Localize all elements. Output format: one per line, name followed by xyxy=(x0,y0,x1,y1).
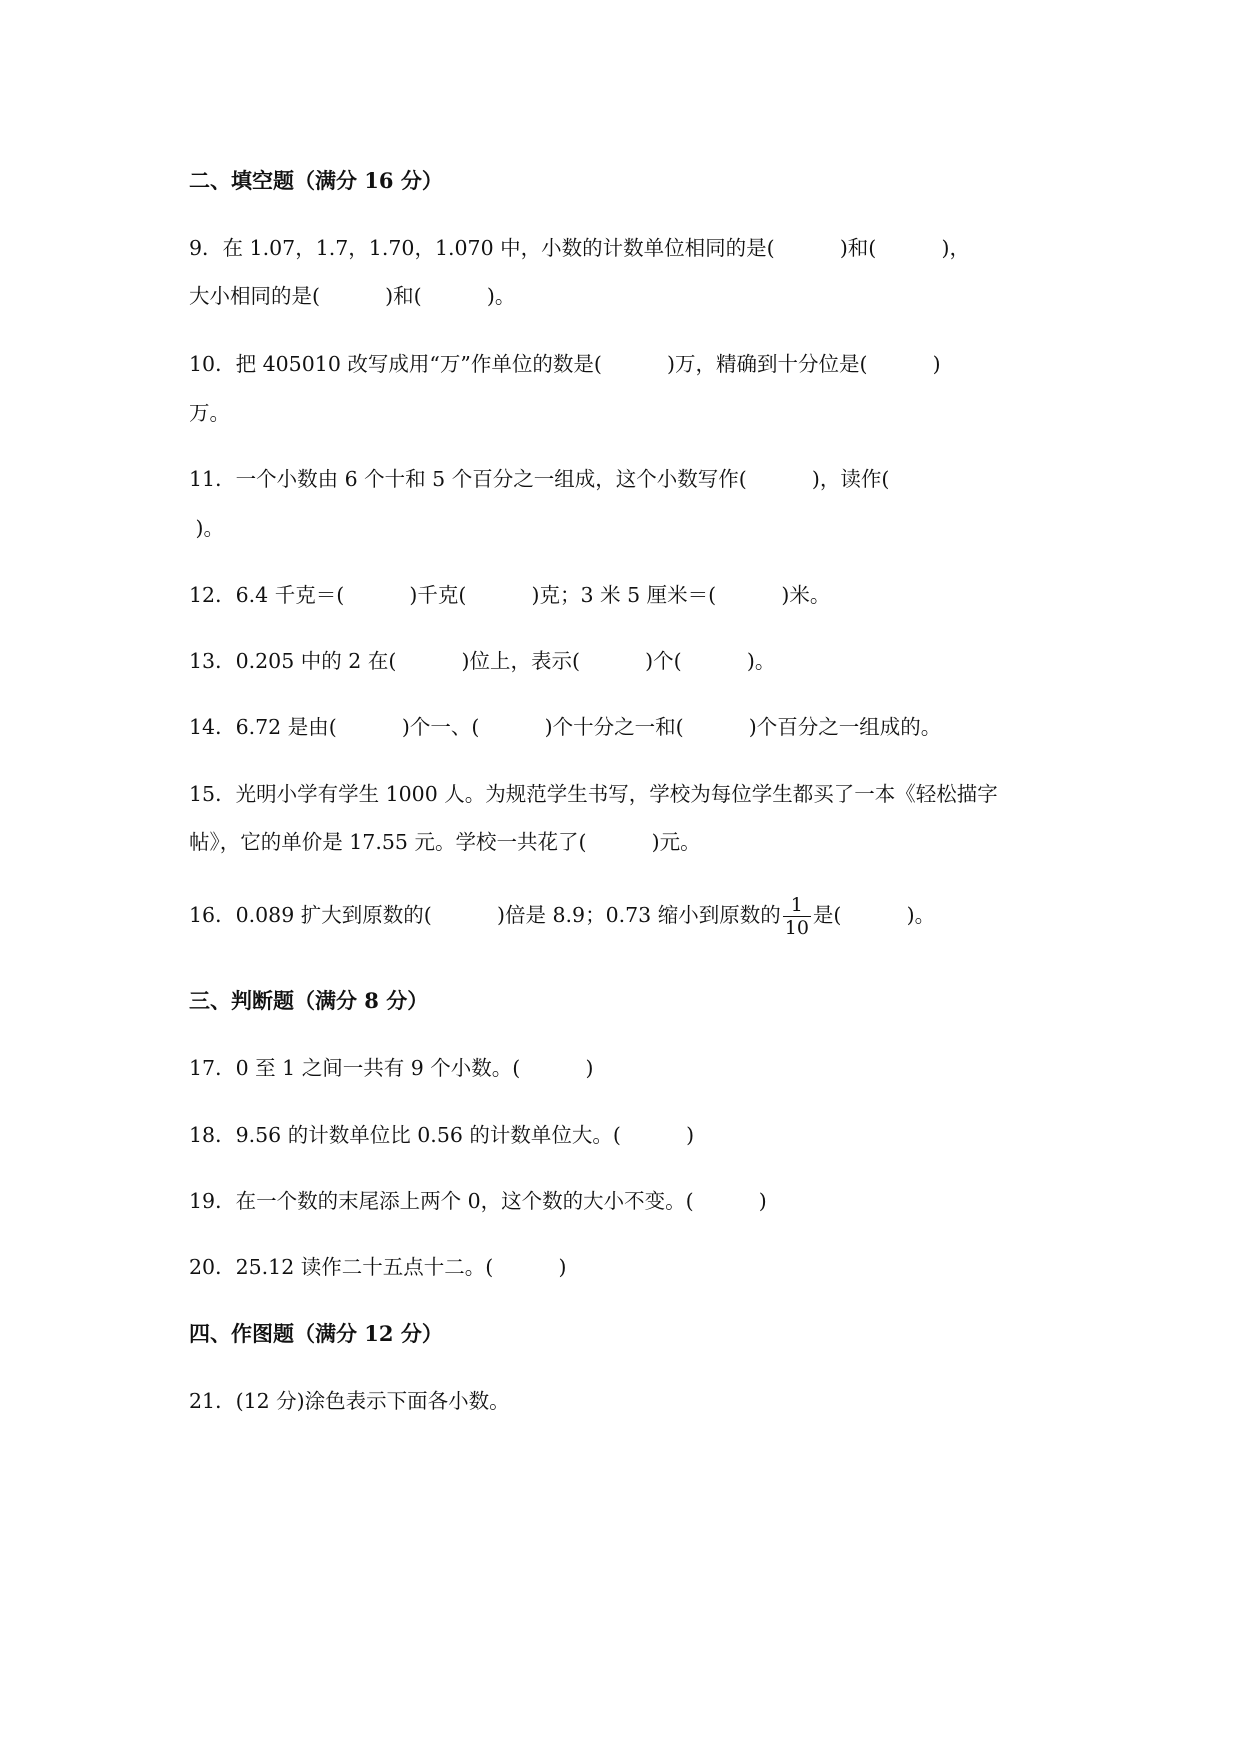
question-11-line-2: )。 xyxy=(189,516,225,540)
question-10-line-2: 万。 xyxy=(189,401,230,425)
question-9-line-1: 9．在 1.07，1.7，1.70，1.070 中，小数的计数单位相同的是( )和( )， xyxy=(189,236,970,260)
question-19: 19．在一个数的末尾添上两个 0，这个数的大小不变。( ) xyxy=(189,1189,767,1213)
question-16-text-before: 16．0.089 扩大到原数的( )倍是 8.9；0.73 缩小到原数的 xyxy=(189,903,781,927)
question-16 xyxy=(189,890,935,940)
question-21: 21．(12 分)涂色表示下面各小数。 xyxy=(189,1389,510,1413)
question-15-line-2: 帖》，它的单价是 17.55 元。学校一共花了( )元。 xyxy=(189,830,701,854)
question-17: 17．0 至 1 之间一共有 9 个小数。( ) xyxy=(189,1056,594,1080)
question-11-line-1: 11．一个小数由 6 个十和 5 个百分之一组成，这个小数写作( )，读作( xyxy=(189,467,890,491)
section-title-fill: 二、填空题（满分 16 分） xyxy=(189,168,443,193)
question-12: 12．6.4 千克＝( )千克( )克；3 米 5 厘米＝( )米。 xyxy=(189,583,831,607)
question-15-line-1: 15．光明小学有学生 1000 人。为规范学生书写，学校为每位学生都买了一本《轻松描字 xyxy=(189,782,998,806)
question-14: 14．6.72 是由( )个一、( )个十分之一和( )个百分之一组成的。 xyxy=(189,715,942,739)
fraction-numerator: 1 xyxy=(783,894,811,917)
question-20: 20．25.12 读作二十五点十二。( ) xyxy=(189,1255,567,1279)
fraction-denominator: 10 xyxy=(784,917,809,939)
question-16-text-after: 是( )。 xyxy=(812,903,936,927)
section-title-draw: 四、作图题（满分 12 分） xyxy=(189,1321,443,1346)
question-9-line-2: 大小相同的是( )和( )。 xyxy=(189,284,516,308)
fraction-one-tenth xyxy=(783,894,811,939)
section-title-judge: 三、判断题（满分 8 分） xyxy=(189,988,429,1013)
question-18: 18．9.56 的计数单位比 0.56 的计数单位大。( ) xyxy=(189,1123,695,1147)
question-10-line-1: 10．把 405010 改写成用“万”作单位的数是( )万，精确到十分位是( ) xyxy=(189,352,941,376)
question-13: 13．0.205 中的 2 在( )位上，表示( )个( )。 xyxy=(189,649,776,673)
